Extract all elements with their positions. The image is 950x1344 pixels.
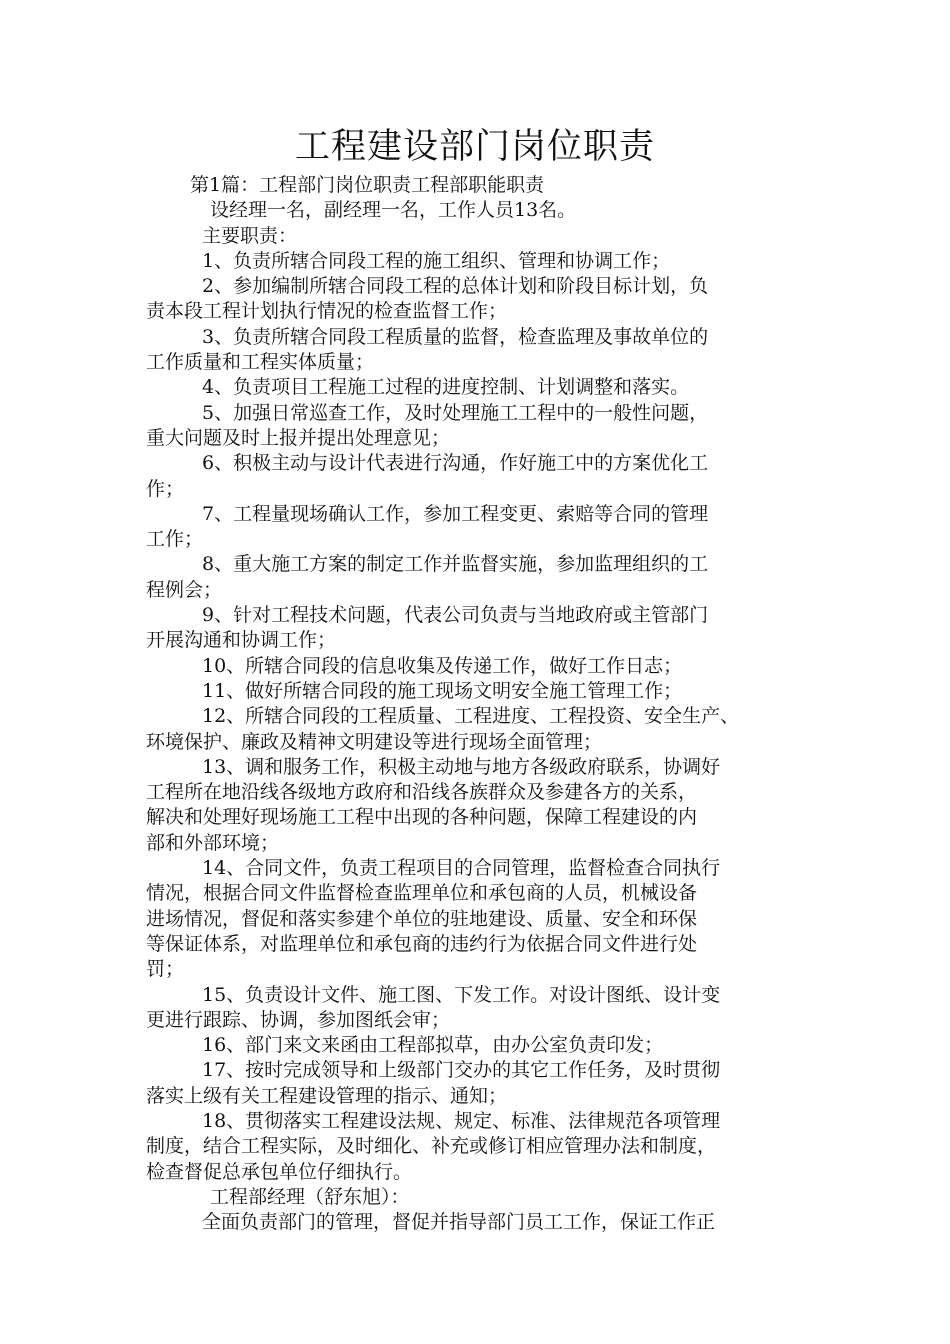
paragraph-line: 9、针对工程技术问题，代表公司负责与当地政府或主管部门 [202,604,709,627]
paragraph-continuation-line: 落实上级有关工程建设管理的指示、通知； [146,1084,508,1107]
paragraph-line: 18、贯彻落实工程建设法规、规定、标准、法律规范各项管理 [202,1109,721,1132]
document-body [146,173,822,1235]
paragraph-line: 7、工程量现场确认工作，参加工程变更、索赔等合同的管理 [202,502,709,525]
paragraph-line: 13、调和服务工作，积极主动地与地方各级政府联系，协调好 [202,755,721,778]
paragraph-line: 6、积极主动与设计代表进行沟通，作好施工中的方案优化工 [202,452,709,475]
paragraph-continuation-line: 等保证体系，对监理单位和承包商的违约行为依据合同文件进行处 [146,932,698,955]
paragraph-continuation-line: 程例会； [146,578,223,601]
paragraph-continuation-line: 部和外部环境； [146,831,280,854]
paragraph-line: 14、合同文件，负责工程项目的合同管理，监督检查合同执行 [202,857,721,880]
paragraph-line: 全面负责部门的管理，督促并指导部门员工工作，保证工作正 [202,1211,716,1234]
paragraph-continuation-line: 解决和处理好现场施工工程中出现的各种问题，保障工程建设的内 [146,806,698,829]
paragraph-line: 工程部经理（舒东旭）： [210,1185,410,1208]
paragraph-line: 8、重大施工方案的制定工作并监督实施，参加监理组织的工 [202,553,709,576]
paragraph-line: 5、加强日常巡查工作，及时处理施工工程中的一般性问题， [202,401,709,424]
paragraph-continuation-line: 更进行跟踪、协调，参加图纸会审； [146,1008,451,1031]
paragraph-continuation-line: 重大问题及时上报并提出处理意见； [146,426,451,449]
paragraph-continuation-line: 工作质量和工程实体质量； [146,351,375,374]
paragraph-line: 4、负责项目工程施工过程的进度控制、计划调整和落实。 [202,376,690,399]
paragraph-continuation-line: 检查督促总承包单位仔细执行。 [146,1160,413,1183]
paragraph-continuation-line: 工程所在地沿线各级地方政府和沿线各族群众及参建各方的关系， [146,781,698,804]
paragraph-continuation-line: 制度，结合工程实际，及时细化、补充或修订相应管理办法和制度， [146,1135,717,1158]
paragraph-continuation-line: 作； [146,477,185,500]
paragraph-line: 设经理一名，副经理一名，工作人员13名。 [210,199,577,222]
paragraph-continuation-line: 环境保护、廉政及精神文明建设等进行现场全面管理； [146,730,603,753]
paragraph-continuation-line: 开展沟通和协调工作； [146,629,337,652]
paragraph-continuation-line: 罚； [146,958,185,981]
paragraph-continuation-line: 进场情况，督促和落实参建个单位的驻地建设、质量、安全和环保 [146,907,698,930]
paragraph-continuation-line: 责本段工程计划执行情况的检查监督工作； [146,300,508,323]
paragraph-continuation-line: 工作； [146,528,204,551]
paragraph-line: 12、所辖合同段的工程质量、工程进度、工程投资、安全生产、 [202,705,740,728]
paragraph-line: 11、做好所辖合同段的施工现场文明安全施工管理工作； [202,679,683,702]
paragraph-line: 17、按时完成领导和上级部门交办的其它工作任务，及时贯彻 [202,1059,721,1082]
paragraph-line: 15、负责设计文件、施工图、下发工作。对设计图纸、设计变 [202,983,721,1006]
paragraph-line: 10、所辖合同段的信息收集及传递工作，做好工作日志； [202,654,683,677]
paragraph-continuation-line: 情况，根据合同文件监督检查监理单位和承包商的人员，机械设备 [146,882,698,905]
paragraph-line: 16、部门来文来函由工程部拟草，由办公室负责印发； [202,1034,664,1057]
paragraph-line: 3、负责所辖合同段工程质量的监督，检查监理及事故单位的 [202,325,709,348]
paragraph-line: 2、参加编制所辖合同段工程的总体计划和阶段目标计划，负 [202,275,709,298]
document-title: 工程建设部门岗位职责 [294,127,655,167]
paragraph-line: 第1篇：工程部门岗位职责工程部职能职责 [190,174,545,196]
paragraph-line: 主要职责： [202,224,298,247]
paragraph-line: 1、负责所辖合同段工程的施工组织、管理和协调工作； [202,249,671,272]
